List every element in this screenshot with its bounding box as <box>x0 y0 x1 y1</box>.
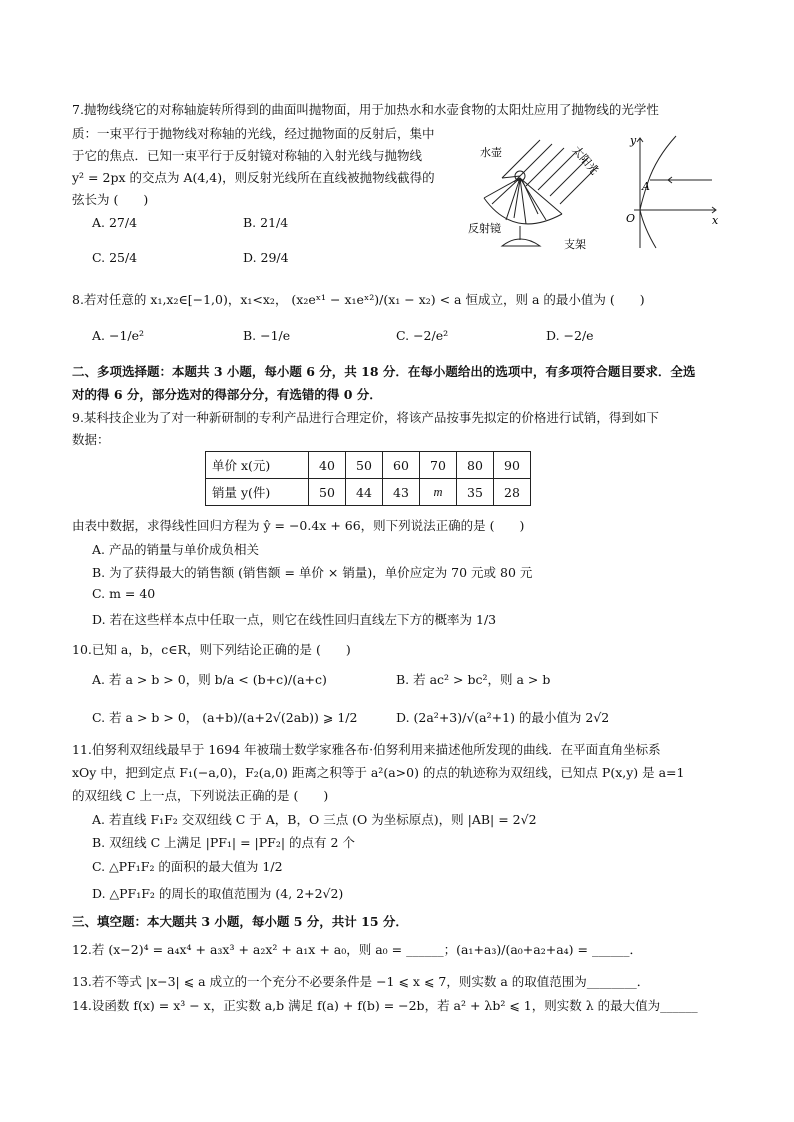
q7-line5: 弦长为 ( ) <box>72 192 149 207</box>
table-cell: 35 <box>457 479 494 506</box>
label-kettle: 水壶 <box>480 146 502 159</box>
q8-option-d: D. −2/e <box>546 328 594 343</box>
price-sales-table <box>205 451 531 506</box>
axis-x-label: x <box>712 214 719 227</box>
q7-option-a: A. 27/4 <box>92 215 138 230</box>
table-cell: 销量 y(件) <box>206 479 309 506</box>
table-cell: 单价 x(元) <box>206 452 309 479</box>
q7-line4: y² = 2px 的交点为 A(4,4)，则反射光线所在直线被抛物线截得的 <box>72 170 435 185</box>
q7-option-c: C. 25/4 <box>92 250 138 265</box>
point-a-label: A <box>642 180 650 193</box>
q9-option-d: D. 若在这些样本点中任取一点，则它在线性回归直线左下方的概率为 1/3 <box>92 612 497 627</box>
q10-option-a: A. 若 a > b > 0，则 b/a < (b+c)/(a+c) <box>92 672 327 687</box>
table-cell: 44 <box>346 479 383 506</box>
table-row <box>206 479 531 506</box>
q7-line2: 质：一束平行于抛物线对称轴的光线，经过抛物面的反射后，集中 <box>72 126 435 141</box>
table-cell: 28 <box>494 479 531 506</box>
table-row <box>206 452 531 479</box>
solar-cooker-figure <box>462 128 614 260</box>
origin-label: O <box>626 212 636 225</box>
label-mirror: 反射镜 <box>468 222 501 235</box>
q9-line2: 数据： <box>72 432 110 447</box>
q11-option-c: C. △PF₁F₂ 的面积的最大值为 1/2 <box>92 859 283 874</box>
label-stand: 支架 <box>564 238 586 251</box>
section3-heading: 三、填空题：本大题共 3 小题，每小题 5 分，共计 15 分． <box>72 914 408 929</box>
axis-y-label: y <box>630 134 637 147</box>
q11-option-a: A. 若直线 F₁F₂ 交双纽线 C 于 A，B，O 三点 (O 为坐标原点)，则 |AB| = 2√2 <box>92 812 537 827</box>
q7-option-b: B. 21/4 <box>243 215 289 230</box>
q12-text: 12.若 (x−2)⁴ = a₄x⁴ + a₃x³ + a₂x² + a₁x + a₀，则 a₀ = ______；(a₁+a₃)/(a₀+a₂+a₄) = ______． <box>72 942 642 957</box>
q7-option-d: D. 29/4 <box>243 250 289 265</box>
q13-text: 13.若不等式 |x−3| ⩽ a 成立的一个充分不必要条件是 −1 ⩽ x ⩽ 7，则实数 a 的取值范围为________． <box>72 974 650 989</box>
table-cell: 40 <box>309 452 346 479</box>
q9-after-table: 由表中数据，求得线性回归方程为 ŷ = −0.4x + 66，则下列说法正确的是 ( ) <box>72 518 525 533</box>
q9-option-a: A. 产品的销量与单价成负相关 <box>92 542 259 557</box>
section2-heading-line2: 对的得 6 分，部分选对的得部分分，有选错的得 0 分． <box>72 387 382 402</box>
table-cell: m <box>420 479 457 506</box>
q8-option-b: B. −1/e <box>243 328 291 343</box>
table-cell: 50 <box>309 479 346 506</box>
table-cell: 70 <box>420 452 457 479</box>
q10-stem: 10.已知 a，b，c∈R，则下列结论正确的是 ( ) <box>72 642 351 657</box>
q14-text: 14.设函数 f(x) = x³ − x，正实数 a,b 满足 f(a) + f(b) = −2b，若 a² + λb² ⩽ 1，则实数 λ 的最大值为______ <box>72 998 698 1013</box>
q8-option-a: A. −1/e² <box>92 328 145 343</box>
table-cell: 60 <box>383 452 420 479</box>
q11-line1: 11.伯努利双纽线最早于 1694 年被瑞士数学家雅各布·伯努利用来描述他所发现的曲线．在平面直角坐标系 <box>72 742 661 757</box>
q8-option-c: C. −2/e² <box>396 328 449 343</box>
q10-option-c: C. 若 a > b > 0， (a+b)/(a+2√(2ab)) ⩾ 1/2 <box>92 710 358 725</box>
q11-line2: xOy 中，把到定点 F₁(−a,0)，F₂(a,0) 距离之积等于 a²(a>0) 的点的轨迹称为双纽线，已知点 P(x,y) 是 a=1 <box>72 765 685 780</box>
table-cell: 80 <box>457 452 494 479</box>
q10-option-d: D. (2a²+3)/√(a²+1) 的最小值为 2√2 <box>396 710 610 725</box>
q11-option-d: D. △PF₁F₂ 的周长的取值范围为 (4, 2+2√2) <box>92 886 344 901</box>
q11-line3: 的双纽线 C 上一点，下列说法正确的是 ( ) <box>72 788 329 803</box>
q10-option-b: B. 若 ac² > bc²，则 a > b <box>396 672 551 687</box>
table-cell: 90 <box>494 452 531 479</box>
q8-stem: 8.若对任意的 x₁,x₂∈[−1,0)，x₁<x₂， (x₂eˣ¹ − x₁eˣ²)/(x₁ − x₂) < a 恒成立，则 a 的最小值为 ( ) <box>72 292 645 307</box>
section2-heading-line1: 二、多项选择题：本题共 3 小题，每小题 6 分，共 18 分．在每小题给出的选项中，有多项符合题目要求．全选 <box>72 364 696 379</box>
table-cell: 50 <box>346 452 383 479</box>
q9-line1: 9.某科技企业为了对一种新研制的专利产品进行合理定价，将该产品按事先拟定的价格进行试销，得到如下 <box>72 410 659 425</box>
q9-option-c: C. m = 40 <box>92 586 156 601</box>
q7-line1: 7.抛物线绕它的对称轴旋转所得到的曲面叫抛物面，用于加热水和水壶食物的太阳灶应用了抛物线的光学性 <box>72 102 659 117</box>
q9-option-b: B. 为了获得最大的销售额 (销售额 = 单价 × 销量)，单价应定为 70 元或 80 元 <box>92 565 533 580</box>
q11-option-b: B. 双纽线 C 上满足 |PF₁| = |PF₂| 的点有 2 个 <box>92 835 355 850</box>
label-sunlight: 太阳光 <box>569 143 601 178</box>
table-cell: 43 <box>383 479 420 506</box>
parabola-figure <box>616 130 724 252</box>
q7-line3: 于它的焦点．已知一束平行于反射镜对称轴的入射光线与抛物线 <box>72 148 423 163</box>
